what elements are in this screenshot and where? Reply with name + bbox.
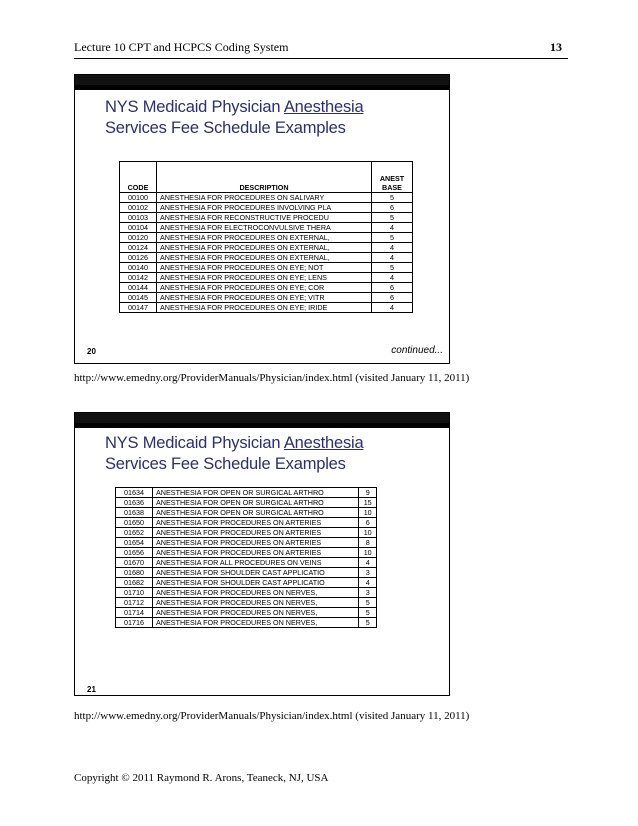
row-code: 00104 (120, 223, 157, 233)
table-row (120, 193, 413, 203)
slide-21 (74, 412, 450, 696)
table-row (116, 608, 377, 618)
slide-title-line2: Services Fee Schedule Examples (105, 119, 346, 137)
table-row (120, 213, 413, 223)
header-rule (74, 58, 568, 59)
row-code: 01716 (116, 618, 153, 628)
row-description: ANESTHESIA FOR PROCEDURES ON EXTERNAL, (157, 243, 372, 253)
row-code: 01670 (116, 558, 153, 568)
row-description: ANESTHESIA FOR SHOULDER CAST APPLICATIO (153, 578, 359, 588)
table-row (116, 558, 377, 568)
table-row (120, 223, 413, 233)
continued-label: continued... (391, 345, 443, 356)
source-url-2[interactable]: http://www.emedny.org/ProviderManuals/Physician/index.html (visited January 11, 2011) (74, 710, 470, 722)
row-description: ANESTHESIA FOR PROCEDURES ON NERVES, (153, 618, 359, 628)
row-anest-base: 10 (359, 528, 377, 538)
slide-top-bar (75, 75, 449, 90)
row-code: 01710 (116, 588, 153, 598)
row-code: 00102 (120, 203, 157, 213)
col-description-header: DESCRIPTION (157, 162, 372, 193)
table-row (116, 508, 377, 518)
row-description: ANESTHESIA FOR PROCEDURES ON EXTERNAL, (157, 253, 372, 263)
table-header-row (120, 162, 413, 193)
row-code: 00100 (120, 193, 157, 203)
table-row (116, 518, 377, 528)
row-code: 00120 (120, 233, 157, 243)
row-code: 00145 (120, 293, 157, 303)
row-description: ANESTHESIA FOR PROCEDURES ON EYE; LENS (157, 273, 372, 283)
row-description: ANESTHESIA FOR PROCEDURES ON EYE; COR (157, 283, 372, 293)
slide-20 (74, 74, 450, 364)
slide-title-prefix: NYS Medicaid Physician (105, 98, 284, 116)
row-anest-base: 4 (372, 273, 413, 283)
table-row (116, 498, 377, 508)
row-description: ANESTHESIA FOR OPEN OR SURGICAL ARTHRO (153, 508, 359, 518)
row-description: ANESTHESIA FOR PROCEDURES ON EYE; IRIDE (157, 303, 372, 313)
slide-title-prefix: NYS Medicaid Physician (105, 434, 284, 452)
row-code: 01638 (116, 508, 153, 518)
row-anest-base: 10 (359, 508, 377, 518)
row-description: ANESTHESIA FOR PROCEDURES ON ARTERIES (153, 548, 359, 558)
table-row (120, 243, 413, 253)
anesthesia-link[interactable]: Anesthesia (283, 98, 364, 116)
table-row (116, 528, 377, 538)
row-anest-base: 10 (359, 548, 377, 558)
row-anest-base: 4 (359, 578, 377, 588)
fee-schedule-table (115, 487, 377, 628)
row-code: 00142 (120, 273, 157, 283)
slide-title (105, 433, 363, 475)
table-row (116, 588, 377, 598)
row-code: 00124 (120, 243, 157, 253)
row-code: 01656 (116, 548, 153, 558)
row-anest-base: 5 (372, 263, 413, 273)
slide-number: 21 (87, 685, 96, 694)
row-description: ANESTHESIA FOR PROCEDURES ON SALIVARY (157, 193, 372, 203)
row-code: 01682 (116, 578, 153, 588)
row-code: 00103 (120, 213, 157, 223)
row-description: ANESTHESIA FOR PROCEDURES ON EYE; VITR (157, 293, 372, 303)
copyright-footer: Copyright © 2011 Raymond R. Arons, Teaneck, NJ, USA (74, 772, 329, 784)
table-row (116, 568, 377, 578)
table-row (120, 273, 413, 283)
row-code: 01654 (116, 538, 153, 548)
row-code: 01634 (116, 488, 153, 498)
table-row (120, 233, 413, 243)
row-code: 01714 (116, 608, 153, 618)
row-code: 01650 (116, 518, 153, 528)
row-description: ANESTHESIA FOR PROCEDURES ON ARTERIES (153, 528, 359, 538)
table-row (116, 578, 377, 588)
row-description: ANESTHESIA FOR PROCEDURES ON EXTERNAL, (157, 233, 372, 243)
row-description: ANESTHESIA FOR PROCEDURES ON NERVES, (153, 608, 359, 618)
row-description: ANESTHESIA FOR PROCEDURES INVOLVING PLA (157, 203, 372, 213)
page-header (74, 40, 566, 58)
row-anest-base: 5 (359, 608, 377, 618)
col-code-header: CODE (120, 162, 157, 193)
row-code: 00147 (120, 303, 157, 313)
fee-schedule-table (119, 161, 413, 313)
slide-top-bar (75, 413, 449, 428)
row-description: ANESTHESIA FOR PROCEDURES ON EYE; NOT (157, 263, 372, 273)
row-anest-base: 4 (372, 243, 413, 253)
row-code: 01680 (116, 568, 153, 578)
row-anest-base: 9 (359, 488, 377, 498)
table-row (120, 253, 413, 263)
row-code: 01712 (116, 598, 153, 608)
row-description: ANESTHESIA FOR PROCEDURES ON ARTERIES (153, 518, 359, 528)
row-anest-base: 6 (372, 203, 413, 213)
row-code: 00126 (120, 253, 157, 263)
anesthesia-link[interactable]: Anesthesia (283, 434, 364, 452)
row-anest-base: 6 (372, 283, 413, 293)
row-description: ANESTHESIA FOR RECONSTRUCTIVE PROCEDU (157, 213, 372, 223)
table-row (116, 538, 377, 548)
row-description: ANESTHESIA FOR PROCEDURES ON NERVES, (153, 598, 359, 608)
row-anest-base: 5 (372, 193, 413, 203)
row-description: ANESTHESIA FOR PROCEDURES ON ARTERIES (153, 538, 359, 548)
table-row (116, 618, 377, 628)
slide-title-line2: Services Fee Schedule Examples (105, 455, 346, 473)
row-anest-base: 5 (359, 598, 377, 608)
table-row (120, 263, 413, 273)
table-row (116, 548, 377, 558)
row-code: 01652 (116, 528, 153, 538)
slide-title (105, 97, 363, 139)
row-anest-base: 5 (372, 233, 413, 243)
row-description: ANESTHESIA FOR OPEN OR SURGICAL ARTHRO (153, 488, 359, 498)
table-row (120, 293, 413, 303)
col-anest-base-header: ANEST BASE (372, 162, 413, 193)
table-row (116, 598, 377, 608)
source-url-1[interactable]: http://www.emedny.org/ProviderManuals/Physician/index.html (visited January 11, 2011) (74, 372, 470, 384)
page-number: 13 (550, 40, 562, 54)
header-title: Lecture 10 CPT and HCPCS Coding System (74, 40, 289, 54)
row-anest-base: 3 (359, 588, 377, 598)
row-anest-base: 4 (372, 223, 413, 233)
row-description: ANESTHESIA FOR PROCEDURES ON NERVES, (153, 588, 359, 598)
row-anest-base: 8 (359, 538, 377, 548)
row-code: 00144 (120, 283, 157, 293)
row-code: 01636 (116, 498, 153, 508)
row-anest-base: 4 (372, 253, 413, 263)
row-anest-base: 6 (372, 293, 413, 303)
row-anest-base: 4 (372, 303, 413, 313)
table-row (120, 203, 413, 213)
row-anest-base: 6 (359, 518, 377, 528)
row-description: ANESTHESIA FOR OPEN OR SURGICAL ARTHRO (153, 498, 359, 508)
row-anest-base: 5 (359, 618, 377, 628)
table-row (120, 303, 413, 313)
row-description: ANESTHESIA FOR SHOULDER CAST APPLICATIO (153, 568, 359, 578)
row-anest-base: 15 (359, 498, 377, 508)
row-code: 00140 (120, 263, 157, 273)
row-anest-base: 4 (359, 558, 377, 568)
row-description: ANESTHESIA FOR ALL PROCEDURES ON VEINS (153, 558, 359, 568)
slide-number: 20 (87, 347, 96, 356)
row-anest-base: 3 (359, 568, 377, 578)
table-row (120, 283, 413, 293)
row-description: ANESTHESIA FOR ELECTROCONVULSIVE THERA (157, 223, 372, 233)
table-row (116, 488, 377, 498)
row-anest-base: 5 (372, 213, 413, 223)
